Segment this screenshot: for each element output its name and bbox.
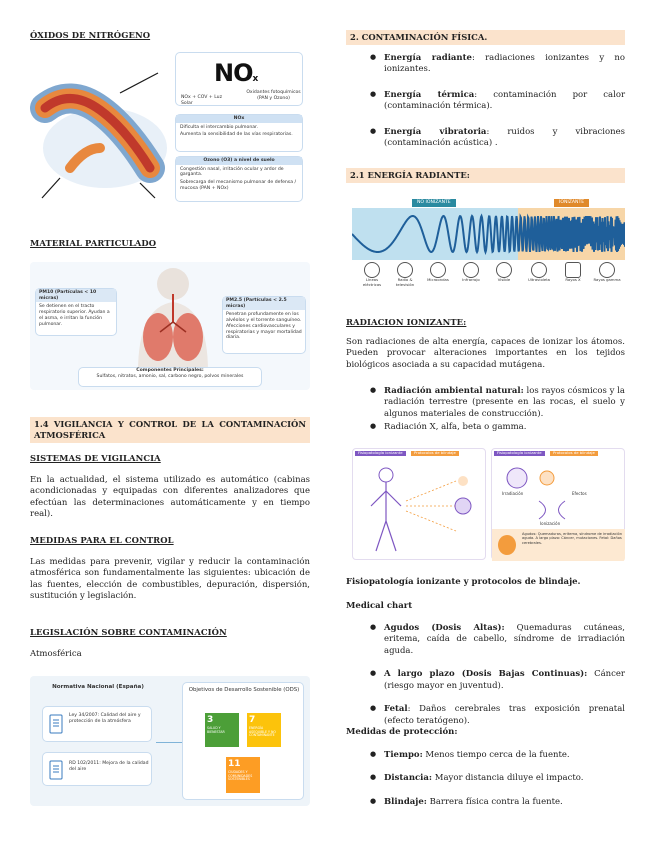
nox-effects-card	[175, 114, 303, 152]
list-item	[370, 90, 625, 113]
sdg-3-label: SALUD Y BIENESTAR	[207, 726, 225, 734]
pm10-card	[35, 288, 117, 336]
effects-note: Agudos: Quemaduras, eritema, síndrome de irradiación aguda. A largo plazo: Cáncer, mutaciones. Fetal: Daños cerebrales.	[522, 532, 622, 545]
ionizing-heading: RADIACION IONIZANTE:	[346, 317, 467, 327]
list-item	[370, 750, 625, 761]
left-panel	[352, 448, 486, 560]
type-term: Energía térmica	[384, 89, 475, 100]
section-2-heading: 2. CONTAMINACIÓN FÍSICA.	[346, 30, 625, 45]
sdg-7-number: 7	[249, 715, 256, 725]
effect-text: Cáncer (riesgo mayor en juventud).	[384, 669, 625, 691]
label-ionization: Ionización	[540, 521, 561, 526]
list-item	[370, 422, 625, 433]
law-34-2007: Ley 34/2007: Calidad del aire y protección de la atmósfera	[69, 713, 141, 724]
nox-figure	[30, 48, 310, 206]
physical-types-list	[370, 53, 625, 159]
connector-line	[156, 742, 182, 743]
protection-term: Blindaje:	[384, 796, 427, 807]
legislation-figure	[30, 676, 310, 806]
spectrum-item: Ultravioleta	[524, 262, 554, 283]
ionizing-label: IONIZANTE	[554, 199, 589, 207]
wave-illustration	[352, 208, 625, 260]
nox-heading: ÓXIDOS DE NITRÓGENO	[30, 30, 151, 40]
legislation-heading: LEGISLACIÓN SOBRE CONTAMINACIÓN	[30, 627, 227, 637]
physiopathology-title: Fisiopatología ionizante y protocolos de blindaje.	[346, 577, 581, 587]
control-text: Las medidas para prevenir, vigilar y reducir la contaminación atmosférica son fundamentalmente las siguientes: ubicación de las fuentes, elección de combustibles, depuración, dispersión, sustitución y legislación.	[30, 557, 310, 602]
airway-illustration	[30, 48, 180, 206]
source-term: Radiación ambiental natural:	[384, 386, 524, 396]
effect-text: : Daños cerebrales tras exposición prenatal (efecto teratógeno).	[384, 704, 625, 726]
warning-icon	[498, 535, 516, 555]
rd-102-2011: RD 102/2011: Mejora de la calidad del aire	[69, 761, 149, 772]
spectrum-item: Radio & televisión	[390, 262, 420, 287]
law-card-1	[42, 706, 152, 742]
spectrum-item: Rayos X	[558, 262, 588, 283]
right-panel	[491, 448, 625, 560]
spectrum-item: Líneas eléctricas	[357, 262, 387, 287]
pm-heading: MATERIAL PARTICULADO	[30, 238, 157, 248]
sdg-11-tile	[226, 757, 260, 793]
sdg-card	[182, 682, 304, 800]
effects-note-box	[492, 529, 625, 561]
nox-effects-title: NOx	[176, 115, 302, 123]
list-item	[370, 386, 625, 420]
left-tag-2: Protocolos de blindaje	[411, 451, 459, 456]
spectrum-figure	[352, 196, 625, 298]
ionizing-sources-list	[370, 386, 625, 443]
protection-text: Menos tiempo cerca de la fuente.	[422, 750, 570, 760]
torso-lungs-illustration	[118, 262, 228, 372]
pm25-text: Penetran profundamente en los alvéolos y el torrente sanguíneo. Afecciones cardiovasculares y respiratorias y mayor mortalidad diaria.	[226, 312, 302, 341]
document-icon	[49, 760, 63, 780]
list-item	[370, 127, 625, 150]
protection-text: Barrera física contra la fuente.	[426, 796, 563, 807]
law-card-2	[42, 752, 152, 786]
label-effects: Efectos	[572, 491, 587, 496]
protection-list	[370, 750, 625, 817]
sdg-7-label: ENERGÍA ASEQUIBLE Y NO CONTAMINANTE	[249, 726, 276, 738]
ozone-line-2: Sobrecarga del mecanismo pulmonar de defensa / mucosa (PAN + NOx)	[180, 180, 297, 191]
list-item	[370, 773, 625, 784]
medical-chart-label: Medical chart	[346, 601, 413, 611]
ionizing-text: Son radiaciones de alta energía, capaces de ionizar los átomos. Pueden provocar alteraciones importantes en los tejidos biológicos asociada a su capacidad mutágena.	[346, 337, 625, 370]
national-law-title: Normativa Nacional (España)	[52, 684, 144, 690]
protection-text: Mayor distancia diluye el impacto.	[432, 773, 584, 784]
pm-components-title: Componentes Principales:	[136, 368, 204, 373]
pm25-card	[222, 296, 306, 354]
eye-icon	[496, 262, 512, 278]
radiation-icon	[599, 262, 615, 278]
pm-figure	[30, 262, 310, 390]
list-item	[370, 669, 625, 692]
right-tag-1: Fisiopatología ionizante	[494, 451, 545, 456]
effects-list	[370, 623, 625, 736]
nox-symbol: NO	[214, 59, 253, 87]
ozone-line-1: Congestión nasal, irritación ocular y ardor de garganta.	[180, 166, 284, 178]
body-radiation-illustration	[361, 461, 481, 557]
spectrum-item: Visible	[489, 262, 519, 283]
sdg-7-tile	[247, 713, 281, 747]
spectrum-item: Microondas	[423, 262, 453, 283]
spectrum-icons-row	[352, 262, 625, 298]
effect-term: Agudos (Dosis Altas):	[384, 623, 505, 633]
nox-formula-result: Oxidantes fotoquímicos (PAN y Ozono)	[246, 90, 301, 101]
pm-components-text: Sulfatos, nitratos, amonio, sal, carbono negro, polvos minerales	[96, 373, 244, 379]
protection-term: Distancia:	[384, 773, 433, 784]
sun-icon	[531, 262, 547, 278]
infrared-icon	[463, 262, 479, 278]
spectrum-item: Rayos gamma	[592, 262, 622, 283]
pm10-title: PM10 (Partículas < 10 micras)	[36, 289, 116, 302]
nox-formula: NOx + COV + Luz Solar	[181, 95, 222, 106]
ozone-card	[175, 156, 303, 202]
list-item	[370, 53, 625, 76]
vigilancia-text: En la actualidad, el sistema utilizado es automático (cabinas acondicionadas y equipadas con diferentes analizadores que efectúan las determinaciones automáticamente y en tiempo real).	[30, 475, 310, 520]
document-icon	[49, 714, 63, 734]
type-term: Energía vibratoria	[384, 126, 487, 137]
microwave-icon	[430, 262, 446, 278]
label-irradiation: Irradiación	[502, 491, 524, 496]
nox-formula-card	[175, 52, 303, 106]
physiopathology-figure	[352, 446, 625, 562]
list-item	[370, 797, 625, 808]
list-item	[370, 623, 625, 657]
sdg-title: Objetivos de Desarrollo Sostenible (ODS)	[188, 687, 300, 693]
non-ionizing-label: NO IONIZANTE	[412, 199, 456, 207]
sdg-11-number: 11	[228, 759, 241, 769]
sdg-3-tile	[205, 713, 239, 747]
section-1-4-heading: 1.4 VIGILANCIA Y CONTROL DE LA CONTAMINACIÓN ATMOSFÉRICA	[30, 417, 310, 443]
effect-term: A largo plazo (Dosis Bajas Continuas):	[384, 669, 588, 680]
pm10-text: Se detienen en el tracto respiratorio superior. Ayudan a el asma, e irritan la función pulmonar.	[39, 304, 110, 327]
type-text: : ruidos y vibraciones (contaminación acústica) .	[384, 126, 625, 149]
nox-effects-line-1: Dificulta el intercambio pulmonar.	[180, 124, 258, 130]
legislation-subheading: Atmosférica	[30, 649, 82, 659]
sdg-11-label: CIUDADES Y COMUNIDADES SOSTENIBLES	[228, 770, 253, 782]
protection-title: Medidas de protección:	[346, 727, 458, 737]
radio-tower-icon	[397, 262, 413, 278]
effect-text: Quemaduras cutáneas, eritema, caída de cabello, síndrome de irradiación aguda.	[384, 623, 625, 656]
pm-components-card	[78, 367, 262, 387]
source-text: los rayos cósmicos y la radiación terrestre (presente en las rocas, el suelo y algunos materiales de construcción).	[384, 386, 625, 419]
type-term: Energía radiante	[384, 53, 472, 63]
dna-icon	[537, 499, 567, 521]
type-text: : contaminación por calor (contaminación térmica).	[384, 89, 626, 112]
nox-subscript: x	[252, 74, 258, 84]
ozone-title: Ozono (O3) a nivel de suelo	[176, 157, 302, 165]
type-text: : radiaciones ionizantes y no ionizantes.	[384, 53, 625, 75]
left-tag-1: Fisiopatología ionizante	[355, 451, 406, 456]
source-text: Radiación X, alfa, beta o gamma.	[384, 422, 527, 433]
cell-illustration	[502, 463, 562, 493]
control-heading: MEDIDAS PARA EL CONTROL	[30, 535, 174, 545]
protection-term: Tiempo:	[384, 750, 423, 760]
nox-effects-line-2: Aumenta la sensibilidad de las vías respiratorias.	[180, 132, 293, 138]
vigilancia-heading: SISTEMAS DE VIGILANCIA	[30, 453, 161, 463]
effect-term: Fetal	[384, 704, 408, 715]
list-item	[370, 704, 625, 727]
spectrum-item: Infrarrojo	[456, 262, 486, 283]
sdg-3-number: 3	[207, 715, 214, 725]
xray-icon	[565, 262, 581, 278]
section-2-1-heading: 2.1 ENERGÍA RADIANTE:	[346, 168, 625, 183]
pm25-title: PM2.5 (Partículas < 2.5 micras)	[223, 297, 305, 310]
right-tag-2: Protocolos de blindaje	[550, 451, 598, 456]
power-line-icon	[364, 262, 380, 278]
